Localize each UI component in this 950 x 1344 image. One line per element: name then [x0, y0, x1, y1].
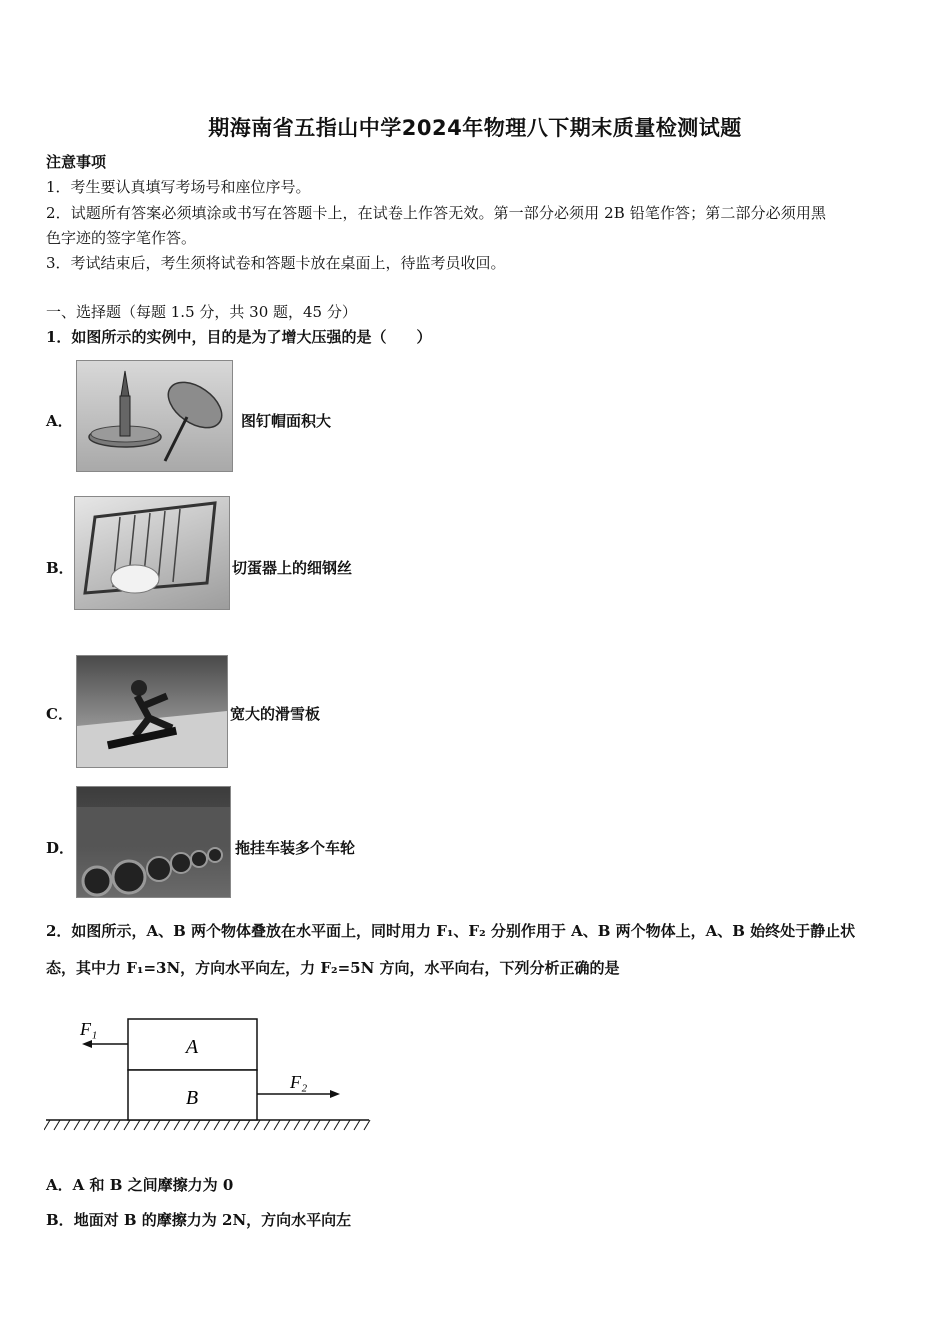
thumbtack-icon [77, 361, 232, 471]
thumbtack-photo [76, 360, 233, 472]
q2-stem-line2: 态，其中力 F₁=3N，方向水平向左，力 F₂=5N 方向，水平向右，下列分析正确的是 [46, 959, 620, 977]
q1-option-c-text: 宽大的滑雪板 [230, 705, 321, 723]
notice-heading: 注意事项 [46, 153, 107, 171]
trailer-wheels-icon [77, 787, 230, 897]
notice-item-2: 2．试题所有答案必须填涂或书写在答题卡上，在试卷上作答无效。第一部分必须用 2B 铅笔作答；第二部分必须用黑 [46, 204, 827, 222]
q1-option-a-label: A． [46, 412, 73, 430]
section-heading: 一、选择题（每题 1.5 分，共 30 题，45 分） [46, 303, 357, 321]
notice-item-2-cont: 色字迹的签字笔作答。 [46, 229, 197, 247]
q1-option-d-label: D． [46, 839, 75, 857]
q2-option-a [46, 1175, 233, 1195]
q1-option-c-label: C． [46, 705, 73, 723]
ground-hatching [44, 1120, 370, 1130]
page-title: 期海南省五指山中学2024年物理八下期末质量检测试题 [208, 116, 742, 140]
q2-blocks-diagram [44, 1010, 374, 1140]
q1-option-d-text: 拖挂车装多个车轮 [235, 839, 356, 857]
notice-item-3: 3．考试结束后，考生须将试卷和答题卡放在桌面上，待监考员收回。 [46, 254, 506, 272]
snowboarder-icon [77, 656, 227, 767]
egg-slicer-icon [75, 497, 229, 609]
q1-option-a-text: 图钉帽面积大 [241, 412, 332, 430]
egg-slicer-photo [74, 496, 230, 610]
q2-stem-line1: 2．如图所示，A、B 两个物体叠放在水平面上，同时用力 F₁、F₂ 分别作用于 A、B 两个物体上，A、B 始终处于静止状 [46, 922, 856, 940]
q2-option-a-label: A． [46, 1176, 73, 1194]
q1-option-b-text: 切蛋器上的细钢丝 [232, 559, 353, 577]
q2-option-a-text: A 和 B 之间摩擦力为 0 [72, 1176, 234, 1194]
notice-item-1: 1．考生要认真填写考场号和座位序号。 [46, 178, 311, 196]
block-b-label: B [185, 1087, 199, 1109]
q2-option-b [46, 1210, 351, 1230]
q1-stem: 1．如图所示的实例中，目的是为了增大压强的是（ ） [46, 328, 432, 346]
block-a-label: A [185, 1036, 199, 1058]
q2-option-b-text: 地面对 B 的摩擦力为 2N，方向水平向左 [73, 1211, 352, 1229]
force-f2-label: F₂ [290, 1072, 308, 1092]
force-f2-arrowhead [330, 1090, 340, 1098]
trailer-photo [76, 786, 231, 898]
q2-option-b-label: B． [46, 1211, 74, 1229]
snowboard-photo [76, 655, 228, 768]
q1-option-b-label: B． [46, 559, 74, 577]
force-f1-arrowhead [82, 1040, 92, 1048]
force-f1-label: F₁ [80, 1019, 98, 1039]
